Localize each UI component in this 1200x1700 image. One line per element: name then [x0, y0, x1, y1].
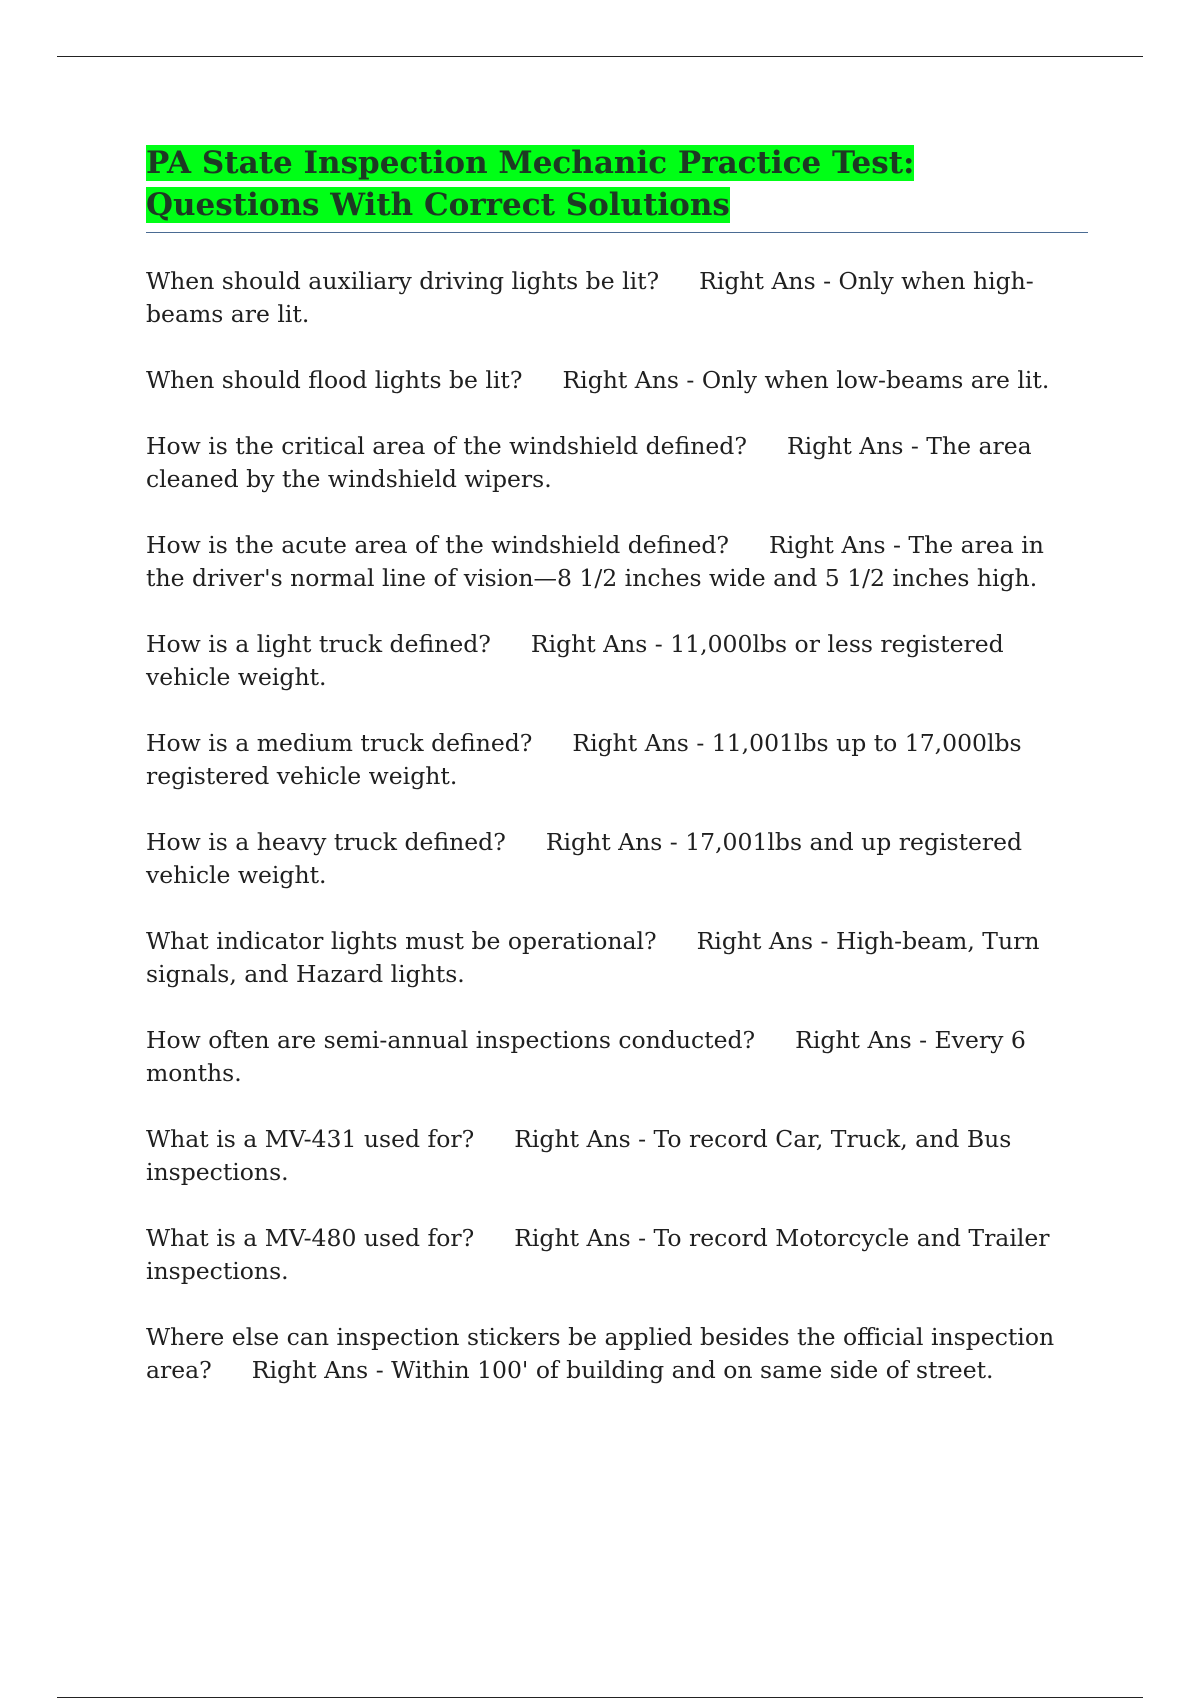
question: When should flood lights be lit?: [146, 366, 523, 394]
question: What indicator lights must be operational?: [146, 927, 657, 955]
qa-item: [146, 1321, 1066, 1387]
qa-item: [146, 1123, 1066, 1189]
answer-text: The area cleaned by the windshield wipers.: [146, 432, 1032, 493]
qa-list: [146, 265, 1088, 1387]
qa-item: [146, 529, 1066, 595]
answer-text: To record Motorcycle and Trailer inspections.: [146, 1224, 1050, 1285]
answer-prefix: Right Ans -: [251, 1356, 392, 1384]
question: What is a MV-480 used for?: [146, 1224, 475, 1252]
qa-item: [146, 628, 1066, 694]
answer-prefix: Right Ans -: [530, 630, 671, 658]
answer-prefix: Right Ans -: [769, 531, 909, 559]
answer-text: High-beam, Turn signals, and Hazard lights.: [146, 927, 1040, 988]
answer-text: Only when low-beams are lit.: [701, 366, 1050, 394]
answer-prefix: Right Ans -: [514, 1224, 654, 1252]
answer-text: 17,001lbs and up registered vehicle weight.: [146, 828, 1023, 889]
document-title: [146, 142, 1066, 226]
question: What is a MV-431 used for?: [146, 1125, 475, 1153]
header-rule: [57, 56, 1143, 57]
document-body: [146, 142, 1088, 1420]
answer-text: 11,000lbs or less registered vehicle weight.: [146, 630, 1004, 691]
answer-text: To record Car, Truck, and Bus inspections.: [146, 1125, 1012, 1186]
qa-item: [146, 727, 1066, 793]
answer-prefix: Right Ans -: [795, 1026, 935, 1054]
answer-prefix: Right Ans -: [786, 432, 927, 460]
answer-text: The area in the driver's normal line of vision—8 1/2 inches wide and 5 1/2 inches high.: [146, 531, 1044, 592]
qa-item: [146, 826, 1066, 892]
answer-prefix: Right Ans -: [545, 828, 686, 856]
qa-item: [146, 430, 1066, 496]
answer-prefix: Right Ans -: [572, 729, 712, 757]
answer-prefix: Right Ans -: [699, 267, 839, 295]
answer-prefix: Right Ans -: [514, 1125, 654, 1153]
question: How is a heavy truck defined?: [146, 828, 506, 856]
qa-item: [146, 265, 1066, 331]
footer-rule: [57, 1697, 1143, 1698]
answer: [252, 1356, 994, 1384]
answer-prefix: Right Ans -: [562, 366, 702, 394]
question: How often are semi-annual inspections conducted?: [146, 1026, 756, 1054]
question: How is a medium truck defined?: [146, 729, 533, 757]
answer-text: Only when high-beams are lit.: [146, 267, 1034, 328]
title-block: [146, 142, 1088, 233]
question: How is a light truck defined?: [146, 630, 491, 658]
question: When should auxiliary driving lights be lit?: [146, 267, 660, 295]
answer-text: Within 100' of building and on same side of street.: [391, 1356, 994, 1384]
title-highlight: PA State Inspection Mechanic Practice Test: Questions With Correct Solutions: [146, 145, 915, 223]
qa-item: [146, 1222, 1066, 1288]
question: Where else can inspection stickers be applied besides the official inspection area?: [146, 1323, 1055, 1384]
qa-item: [146, 925, 1066, 991]
answer-text: Every 6 months.: [146, 1026, 1026, 1087]
question: How is the acute area of the windshield defined?: [146, 531, 730, 559]
answer-text: 11,001lbs up to 17,000lbs registered vehicle weight.: [146, 729, 1022, 790]
question: How is the critical area of the windshield defined?: [146, 432, 747, 460]
answer-prefix: Right Ans -: [696, 927, 836, 955]
qa-item: [146, 1024, 1066, 1090]
qa-item: [146, 364, 1066, 397]
answer: [562, 366, 1049, 394]
